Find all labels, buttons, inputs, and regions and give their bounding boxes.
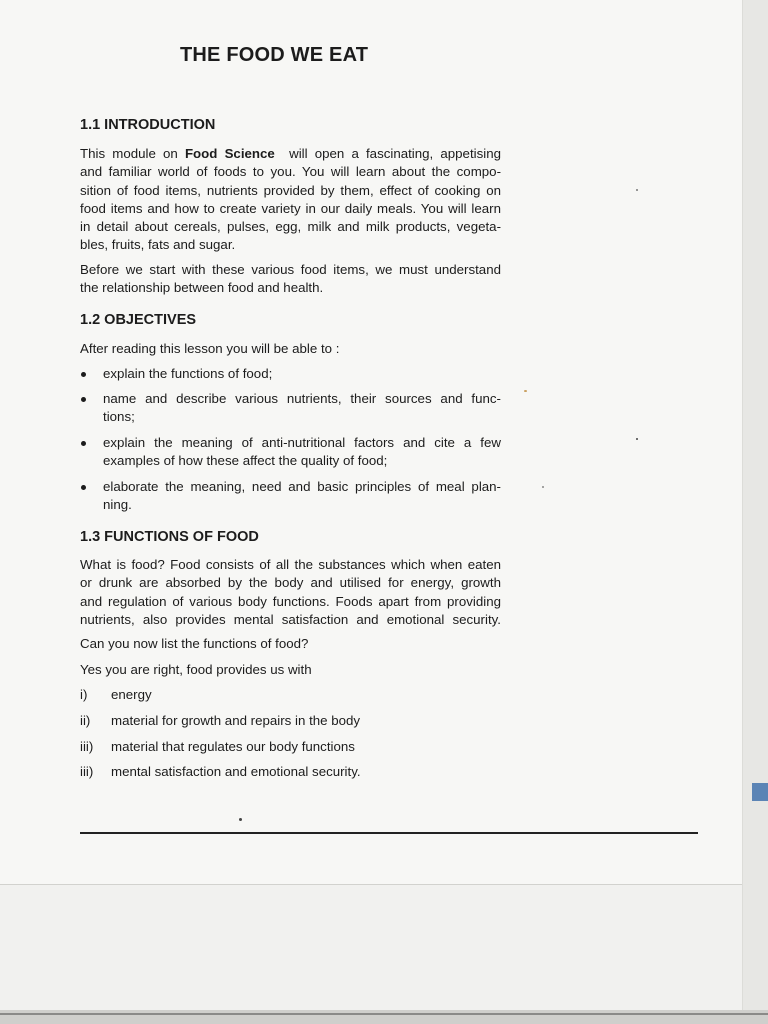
- text-line: ning.: [103, 497, 132, 512]
- text-run: This module on: [80, 146, 178, 161]
- scan-speck: [542, 486, 544, 488]
- list-text: mental satisfaction and emotional security.: [111, 764, 361, 779]
- binder-tab: [752, 783, 768, 801]
- intro-paragraph-2: [80, 261, 501, 298]
- section-heading-functions: 1.3 FUNCTIONS OF FOOD: [80, 529, 259, 545]
- objective-bullet: [80, 478, 501, 514]
- footer-rule: [80, 832, 698, 834]
- intro-paragraph-1: [80, 145, 501, 255]
- text-line: Can you now list the functions of food?: [80, 636, 309, 651]
- functions-answer: [80, 661, 501, 679]
- objective-bullet: [80, 365, 501, 383]
- text-line: or drunk are absorbed by the body and utilised for energy, growth: [80, 575, 501, 591]
- bold-term: Food Science: [184, 146, 275, 161]
- bullet-dot: [81, 372, 86, 377]
- objective-bullet: [80, 434, 501, 470]
- text-line: What is food? Food consists of all the substances which when eaten: [80, 557, 501, 572]
- page-edge-strip: [742, 0, 768, 1024]
- text-line: name and describe various nutrients, their sources and func-: [103, 391, 501, 406]
- function-list-item: [80, 686, 152, 704]
- text-line: [80, 145, 501, 163]
- objectives-lead: [80, 340, 501, 358]
- text-line: the relationship between food and health.: [80, 280, 324, 296]
- scan-speck: [636, 189, 638, 191]
- text-line: and familiar world of foods to you. You will learn about the compo-: [80, 164, 501, 180]
- text-line: Yes you are right, food provides us with: [80, 662, 312, 677]
- text-line: Before we start with these various food items, we must understand: [80, 262, 501, 277]
- list-number: iii): [80, 739, 94, 754]
- bullet-dot: [81, 441, 86, 446]
- objective-bullet: [80, 390, 501, 426]
- functions-paragraph: [80, 556, 501, 629]
- function-list-item: [80, 712, 360, 730]
- text-line: tions;: [103, 409, 135, 424]
- text-line: explain the meaning of anti-nutritional factors and cite a few: [103, 435, 501, 450]
- text-line: food items and how to create variety in our daily meals. You will learn: [80, 200, 501, 216]
- scan-speck: [524, 390, 527, 392]
- text-line: bles, fruits, fats and sugar.: [80, 237, 236, 253]
- text-line: nutrients, also provides mental satisfaction and emotional security.: [80, 611, 501, 627]
- list-number: ii): [80, 713, 91, 728]
- list-number: i): [80, 687, 88, 702]
- list-text: energy: [111, 687, 152, 702]
- text-line: in detail about cereals, pulses, egg, milk and milk products, vegeta-: [80, 219, 501, 235]
- function-list-item: [80, 738, 355, 756]
- text-line: and regulation of various body functions. Foods apart from providing: [80, 593, 501, 609]
- text-line: elaborate the meaning, need and basic principles of meal plan-: [103, 479, 501, 494]
- scan-speck: [636, 438, 638, 440]
- bullet-dot: [81, 397, 86, 402]
- text-line: explain the functions of food;: [103, 366, 273, 381]
- section-heading-introduction: 1.1 INTRODUCTION: [80, 117, 216, 133]
- section-heading-objectives: 1.2 OBJECTIVES: [80, 312, 197, 328]
- list-number: iii): [80, 764, 94, 779]
- page-title: THE FOOD WE EAT: [180, 44, 369, 66]
- scan-speck: [239, 818, 242, 821]
- underlying-page: [0, 884, 742, 1011]
- text-line: After reading this lesson you will be able to :: [80, 341, 340, 356]
- text-line: sition of food items, nutrients provided by them, effect of cooking on: [80, 182, 501, 198]
- scanner-edge: [0, 1010, 768, 1024]
- functions-question: [80, 635, 501, 653]
- text-line: examples of how these affect the quality of food;: [103, 453, 388, 468]
- text-run: will open a fascinating, appetising: [289, 146, 501, 161]
- bullet-dot: [81, 485, 86, 490]
- list-text: material for growth and repairs in the body: [111, 713, 361, 728]
- function-list-item: [80, 763, 361, 781]
- list-text: material that regulates our body functions: [111, 739, 355, 754]
